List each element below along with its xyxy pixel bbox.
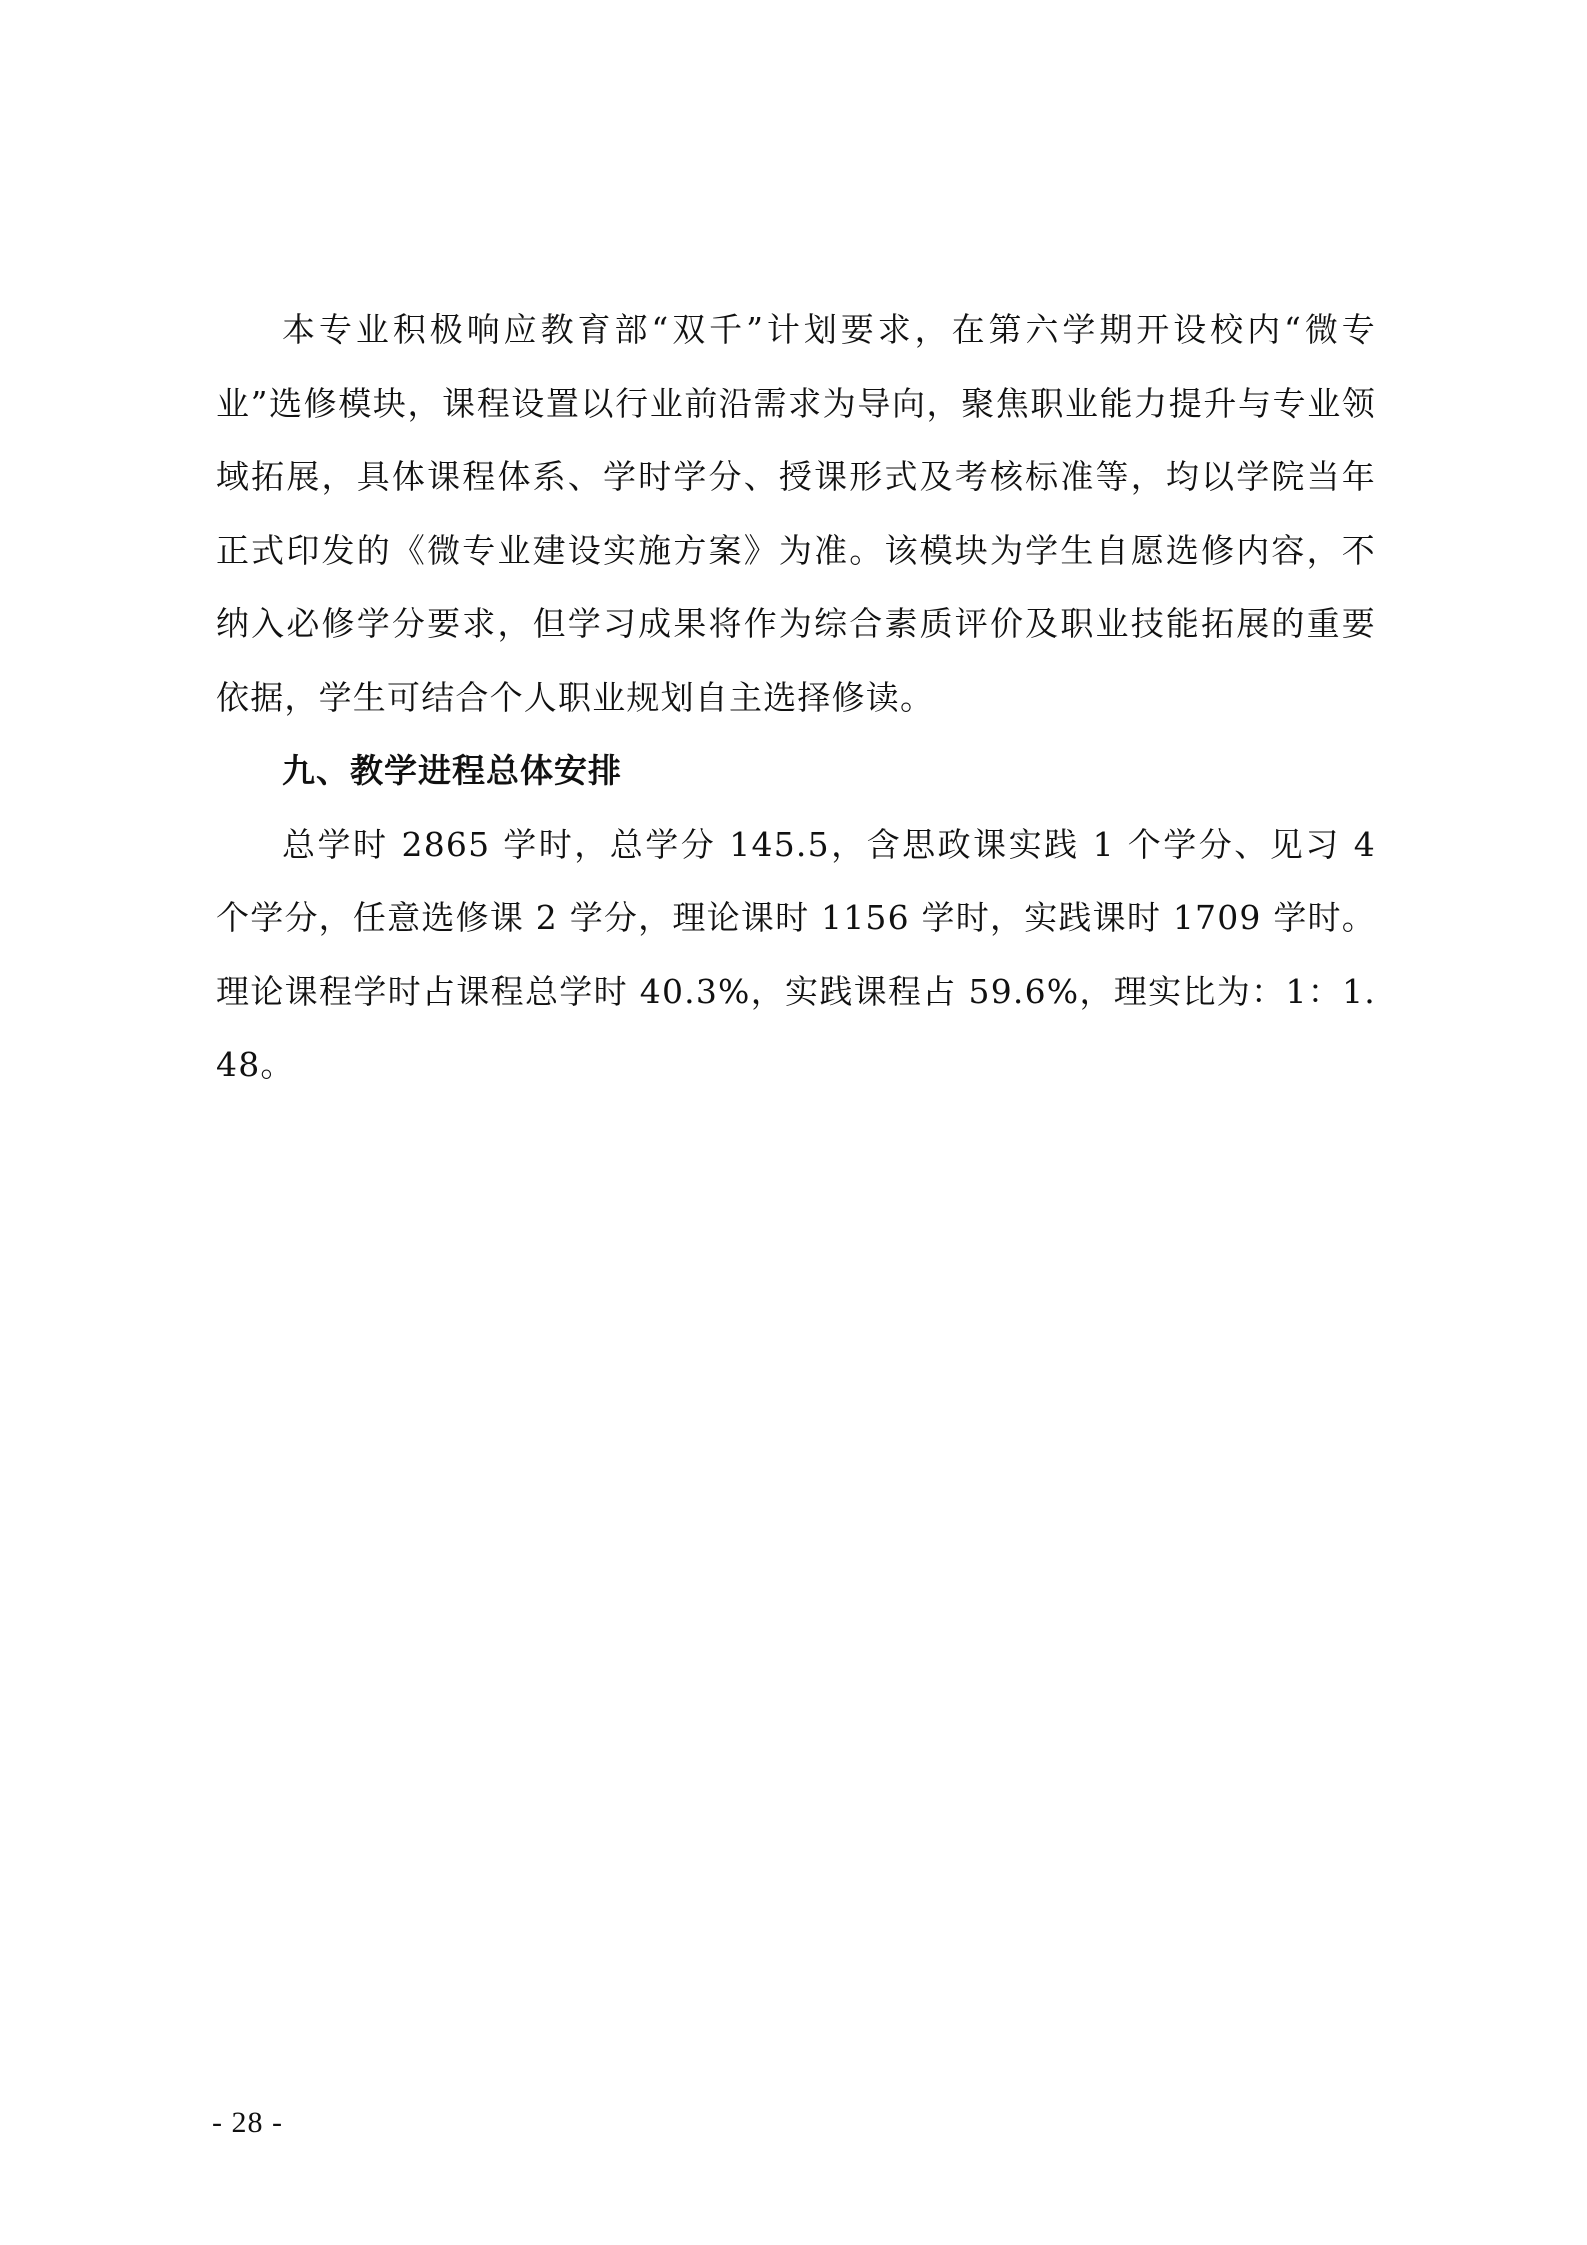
paragraph-micro-major: 本专业积极响应教育部“双千”计划要求，在第六学期开设校内“微专业”选修模块，课程设置以行业前沿需求为导向，聚焦职业能力提升与专业领域拓展，具体课程体系、学时学分、授课形式及考核标准等，均以学院当年正式印发的《微专业建设实施方案》为准。该模块为学生自愿选修内容，不纳入必修学分要求，但学习成果将作为综合素质评价及职业技能拓展的重要依据，学生可结合个人职业规划自主选择修读。 — [216, 310, 1376, 717]
page-content — [216, 293, 1376, 1102]
paragraph-teaching-hours: 总学时 2865 学时，总学分 145.5，含思政课实践 1 个学分、见习 4 个学分，任意选修课 2 学分，理论课时 1156 学时，实践课时 1709 学时。理论课程学时占课程总学时 40.3%，实践课程占 59.6%，理实比为：1：1.48。 — [216, 824, 1376, 1084]
page-number: - 28 - — [212, 2106, 283, 2139]
section-heading: 九、教学进程总体安排 — [282, 751, 622, 790]
